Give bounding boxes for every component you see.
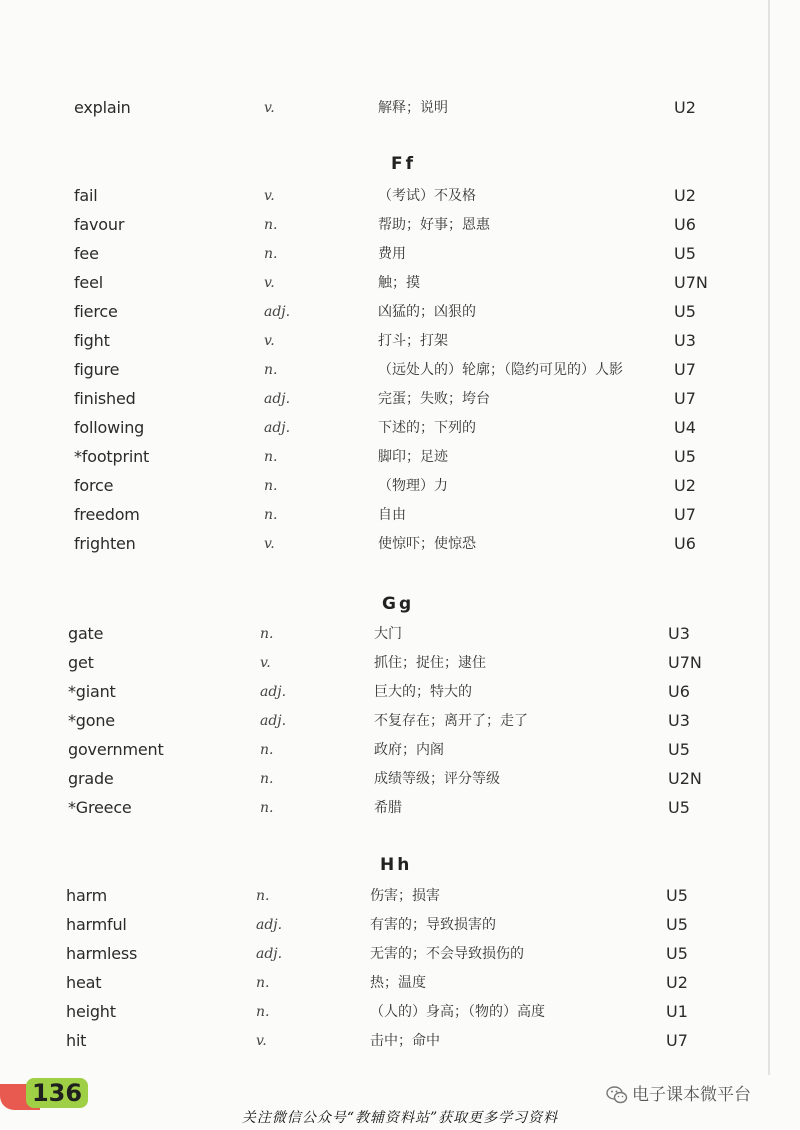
glossary-entry	[0, 184, 800, 208]
entry-meaning: 击中；命中	[370, 1033, 440, 1049]
glossary-entry	[0, 416, 800, 440]
entry-meaning: 有害的；导致损害的	[370, 917, 496, 933]
entry-part-of-speech: v.	[264, 536, 275, 552]
entry-part-of-speech: adj.	[264, 391, 291, 407]
entry-meaning: （远处人的）轮廓；（隐约可见的）人影	[378, 362, 623, 378]
entry-word: feel	[74, 273, 103, 292]
entry-meaning: 伤害；损害	[370, 888, 440, 904]
entry-word: harmless	[66, 944, 138, 963]
entry-meaning: 触；摸	[378, 275, 420, 291]
entry-unit: U5	[674, 302, 696, 321]
entry-word: government	[68, 740, 164, 759]
entry-word: *footprint	[74, 447, 150, 466]
entry-unit: U5	[668, 798, 690, 817]
glossary-entry	[0, 213, 800, 237]
glossary-entry	[0, 96, 800, 120]
section-heading-text: Ff	[391, 154, 417, 174]
entry-word: grade	[68, 769, 114, 788]
entry-part-of-speech: n.	[264, 362, 278, 378]
entry-part-of-speech: n.	[264, 478, 278, 494]
entry-unit: U7N	[674, 273, 708, 292]
entry-meaning: 完蛋；失败；垮台	[378, 391, 490, 407]
entry-unit: U5	[666, 915, 688, 934]
entry-unit: U1	[666, 1002, 688, 1021]
glossary-entry	[0, 503, 800, 527]
entry-part-of-speech: n.	[256, 975, 270, 991]
glossary-entry	[0, 971, 800, 995]
entry-word: favour	[74, 215, 125, 234]
entry-part-of-speech: n.	[256, 888, 270, 904]
entry-word: finished	[74, 389, 136, 408]
watermark	[606, 1082, 786, 1108]
section-heading-text: Hh	[380, 855, 413, 875]
entry-meaning: 帮助；好事；恩惠	[378, 217, 490, 233]
entry-meaning: 打斗；打架	[378, 333, 448, 349]
entry-unit: U3	[674, 331, 696, 350]
section-heading-g	[0, 590, 800, 618]
entry-part-of-speech: adj.	[264, 420, 291, 436]
entry-unit: U7N	[668, 653, 702, 672]
entry-word: get	[68, 653, 94, 672]
entry-meaning: （物理）力	[378, 478, 448, 494]
entry-unit: U2	[674, 476, 696, 495]
section-heading-h	[0, 851, 800, 879]
entry-unit: U2N	[668, 769, 702, 788]
glossary-entry	[0, 242, 800, 266]
entry-part-of-speech: n.	[264, 246, 278, 262]
entry-unit: U2	[674, 186, 696, 205]
entry-part-of-speech: adj.	[256, 946, 283, 962]
section-heading-f	[0, 150, 800, 178]
entry-meaning: （人的）身高；（物的）高度	[370, 1004, 545, 1020]
footer-caption: 关注微信公众号“教辅资料站”获取更多学习资料	[241, 1110, 559, 1126]
entry-part-of-speech: adj.	[260, 684, 287, 700]
entry-meaning: （考试）不及格	[378, 188, 476, 204]
entry-part-of-speech: adj.	[264, 304, 291, 320]
entry-word: *giant	[68, 682, 116, 701]
entry-meaning: 使惊吓；使惊恐	[378, 536, 476, 552]
entry-word: fee	[74, 244, 99, 263]
entry-word: freedom	[74, 505, 140, 524]
entry-unit: U6	[668, 682, 690, 701]
entry-word: figure	[74, 360, 120, 379]
entry-part-of-speech: adj.	[256, 917, 283, 933]
page-number: 136	[26, 1078, 88, 1108]
entry-unit: U7	[674, 360, 696, 379]
entry-meaning: 热；温度	[370, 975, 426, 991]
entry-part-of-speech: v.	[264, 333, 275, 349]
entry-unit: U4	[674, 418, 696, 437]
entry-unit: U5	[674, 447, 696, 466]
entry-part-of-speech: n.	[260, 742, 274, 758]
entry-unit: U2	[674, 98, 696, 117]
entry-word: harm	[66, 886, 108, 905]
glossary-entry	[0, 445, 800, 469]
entry-word: fail	[74, 186, 98, 205]
entry-meaning: 希腊	[374, 800, 402, 816]
entry-meaning: 无害的；不会导致损伤的	[370, 946, 524, 962]
glossary-entry	[0, 1000, 800, 1024]
entry-part-of-speech: n.	[260, 800, 274, 816]
entry-part-of-speech: v.	[256, 1033, 267, 1049]
entry-part-of-speech: adj.	[260, 713, 287, 729]
entry-meaning: 不复存在；离开了；走了	[374, 713, 528, 729]
entry-meaning: 下述的；下列的	[378, 420, 476, 436]
entry-word: hit	[66, 1031, 87, 1050]
entry-part-of-speech: n.	[260, 626, 274, 642]
glossary-entry	[0, 622, 800, 646]
glossary-entry	[0, 651, 800, 675]
entry-word: gate	[68, 624, 104, 643]
glossary-entry	[0, 767, 800, 791]
entry-part-of-speech: n.	[260, 771, 274, 787]
entry-part-of-speech: v.	[264, 100, 275, 116]
entry-word: fierce	[74, 302, 118, 321]
entry-word: harmful	[66, 915, 127, 934]
entry-meaning: 自由	[378, 507, 406, 523]
entry-meaning: 政府；内阁	[374, 742, 444, 758]
glossary-entry	[0, 680, 800, 704]
entry-unit: U5	[666, 886, 688, 905]
entry-unit: U2	[666, 973, 688, 992]
entry-unit: U5	[674, 244, 696, 263]
section-heading-text: Gg	[382, 594, 415, 614]
entry-part-of-speech: n.	[264, 217, 278, 233]
entry-word: *Greece	[68, 798, 132, 817]
entry-part-of-speech: v.	[264, 188, 275, 204]
entry-meaning: 费用	[378, 246, 406, 262]
entry-part-of-speech: v.	[264, 275, 275, 291]
entry-unit: U3	[668, 711, 690, 730]
glossary-entry	[0, 271, 800, 295]
glossary-entry	[0, 474, 800, 498]
entry-word: height	[66, 1002, 116, 1021]
entry-meaning: 解释；说明	[378, 100, 448, 116]
entry-word: explain	[74, 98, 131, 117]
entry-unit: U7	[666, 1031, 688, 1050]
glossary-entry	[0, 738, 800, 762]
entry-unit: U7	[674, 389, 696, 408]
glossary-entry	[0, 913, 800, 937]
entry-word: *gone	[68, 711, 115, 730]
entry-unit: U5	[666, 944, 688, 963]
entry-part-of-speech: n.	[256, 1004, 270, 1020]
entry-unit: U5	[668, 740, 690, 759]
entry-word: force	[74, 476, 114, 495]
glossary-entry	[0, 709, 800, 733]
entry-meaning: 脚印；足迹	[378, 449, 448, 465]
glossary-entry	[0, 358, 800, 382]
glossary-entry	[0, 532, 800, 556]
glossary-entry	[0, 300, 800, 324]
entry-part-of-speech: n.	[264, 507, 278, 523]
entry-unit: U6	[674, 534, 696, 553]
glossary-entry	[0, 942, 800, 966]
glossary-entry	[0, 884, 800, 908]
entry-unit: U6	[674, 215, 696, 234]
entry-meaning: 抓住；捉住；逮住	[374, 655, 486, 671]
entry-meaning: 凶猛的；凶狠的	[378, 304, 476, 320]
entry-meaning: 大门	[374, 626, 402, 642]
entry-word: fight	[74, 331, 110, 350]
watermark-text: 电子课本微平台	[632, 1085, 751, 1105]
entry-part-of-speech: v.	[260, 655, 271, 671]
entry-part-of-speech: n.	[264, 449, 278, 465]
entry-word: frighten	[74, 534, 136, 553]
entry-word: heat	[66, 973, 102, 992]
entry-unit: U7	[674, 505, 696, 524]
glossary-entry	[0, 1029, 800, 1053]
glossary-entry	[0, 387, 800, 411]
entry-word: following	[74, 418, 145, 437]
entry-unit: U3	[668, 624, 690, 643]
entry-meaning: 巨大的；特大的	[374, 684, 472, 700]
wechat-logo-icon	[606, 1085, 628, 1105]
glossary-entry	[0, 329, 800, 353]
glossary-entry	[0, 796, 800, 820]
entry-meaning: 成绩等级；评分等级	[374, 771, 500, 787]
